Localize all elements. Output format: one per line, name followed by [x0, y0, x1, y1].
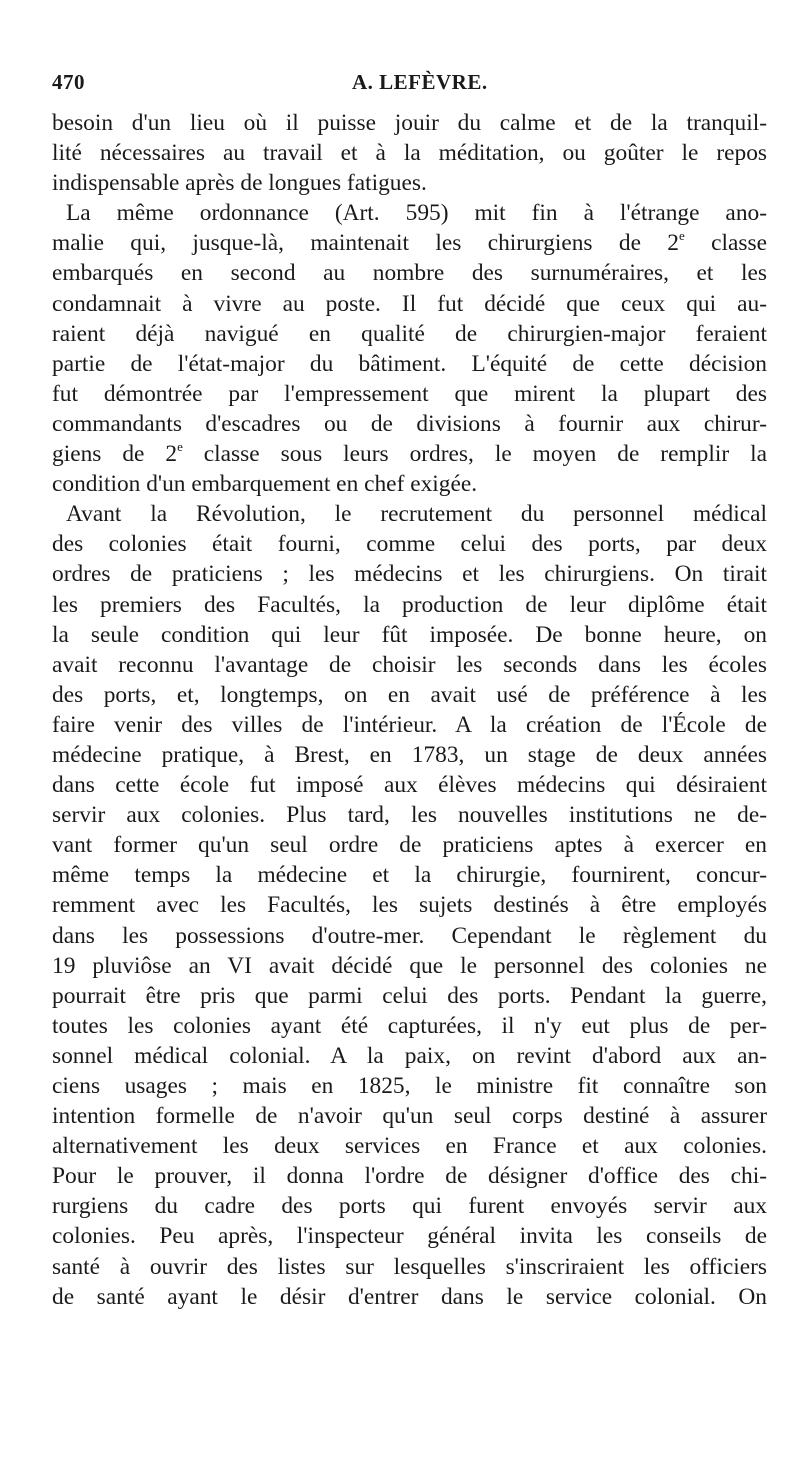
text-line	[52, 1282, 767, 1312]
text-line	[52, 830, 767, 860]
text-line	[52, 138, 767, 168]
text-line	[52, 1221, 767, 1251]
text-line	[52, 439, 767, 469]
text-line	[52, 890, 767, 920]
text-line	[52, 1131, 767, 1161]
text-line-content: remment avec les Facultés, les sujets destinés à être employés	[52, 892, 767, 919]
text-line-content: Avant la Révolution, le recrutement du personnel médical	[66, 501, 767, 528]
text-line	[52, 108, 767, 138]
text-line-content: faire venir des villes de l'intérieur. A la création de l'École de	[52, 711, 767, 738]
text-line	[52, 1041, 767, 1071]
text-line-content: condition d'un embarquement en chef exigée.	[52, 471, 478, 498]
text-line-content: des colonies était fourni, comme celui des ports, par deux	[52, 531, 767, 558]
text-line-content: condamnait à vivre au poste. Il fut décidé que ceux qui au-	[52, 290, 767, 317]
text-line	[52, 379, 767, 409]
text-line	[52, 1011, 767, 1041]
text-line	[52, 258, 767, 288]
text-line-content: giens de 2	[52, 441, 178, 468]
text-line-content: santé à ouvrir des listes sur lesquelles s'inscriraient les officiers	[52, 1253, 767, 1280]
text-line-content: indispensable après de longues fatigues.	[52, 170, 427, 197]
text-line-content: embarqués en second au nombre des surnuméraires, et les	[52, 260, 767, 287]
text-line	[52, 1191, 767, 1221]
superscript: e	[177, 439, 183, 455]
text-line-content: de santé ayant le désir d'entrer dans le service colonial. On	[52, 1283, 767, 1310]
text-line	[52, 1101, 767, 1131]
text-line-continuation: classe sous leurs ordres, le moyen de remplir la	[182, 441, 767, 468]
text-line	[52, 228, 767, 258]
text-line	[52, 740, 767, 770]
text-line-content: toutes les colonies ayant été capturées, il n'y eut plus de per-	[52, 1012, 767, 1039]
text-line	[52, 860, 767, 890]
text-line-content: alternativement les deux services en France et aux colonies.	[52, 1133, 767, 1160]
text-line	[52, 800, 767, 830]
text-line-content: raient déjà navigué en qualité de chirurgien-major feraient	[52, 320, 767, 347]
text-line-content: lité nécessaires au travail et à la méditation, ou goûter le repos	[52, 140, 767, 167]
text-line-content: sonnel médical colonial. A la paix, on revint d'abord aux an-	[52, 1042, 767, 1069]
text-line	[52, 319, 767, 349]
text-line	[52, 469, 767, 499]
text-line	[52, 349, 767, 379]
text-line-content: dans les possessions d'outre-mer. Cependant le règlement du	[52, 922, 767, 949]
text-line	[52, 590, 767, 620]
superscript: e	[679, 228, 685, 244]
text-line-content: ordres de praticiens ; les médecins et les chirurgiens. On tirait	[52, 561, 767, 588]
text-line-content: La même ordonnance (Art. 595) mit fin à l'étrange ano-	[66, 200, 767, 227]
body-text	[52, 108, 767, 1312]
text-line	[52, 620, 767, 650]
text-line-content: les premiers des Facultés, la production de leur diplôme était	[52, 591, 767, 618]
text-line-content: pourrait être pris que parmi celui des ports. Pendant la guerre,	[52, 982, 767, 1009]
text-line-content: la seule condition qui leur fût imposée. De bonne heure, on	[52, 621, 767, 648]
text-line-content: des ports, et, longtemps, on en avait usé de préférence à les	[52, 681, 767, 708]
text-line	[52, 559, 767, 589]
text-line	[52, 921, 767, 951]
text-line	[52, 529, 767, 559]
text-line-content: partie de l'état-major du bâtiment. L'équité de cette décision	[52, 350, 767, 377]
text-line	[52, 650, 767, 680]
text-line-content: fut démontrée par l'empressement que mirent la plupart des	[52, 380, 767, 407]
text-line-content: commandants d'escadres ou de divisions à fournir aux chirur-	[52, 410, 767, 437]
text-line-content: médecine pratique, à Brest, en 1783, un stage de deux années	[52, 741, 767, 768]
text-line-content: 19 pluviôse an VI avait décidé que le personnel des colonies ne	[52, 952, 767, 979]
text-line	[52, 1161, 767, 1191]
text-line	[52, 409, 767, 439]
text-line-continuation: classe	[684, 230, 767, 257]
text-line-content: dans cette école fut imposé aux élèves médecins qui désiraient	[52, 772, 767, 799]
running-head	[52, 70, 767, 100]
text-line	[52, 981, 767, 1011]
running-head-author: A. LEFÈVRE.	[352, 70, 488, 94]
text-line	[52, 168, 767, 198]
text-line	[52, 951, 767, 981]
page-number: 470	[52, 70, 85, 94]
text-line-content: Pour le prouver, il donna l'ordre de désigner d'office des chi-	[52, 1163, 767, 1190]
text-line-content: besoin d'un lieu où il puisse jouir du calme et de la tranquil-	[52, 110, 767, 136]
text-line-content: colonies. Peu après, l'inspecteur général invita les conseils de	[52, 1223, 767, 1250]
text-line	[52, 289, 767, 319]
text-line-content: intention formelle de n'avoir qu'un seul corps destiné à assurer	[52, 1103, 767, 1130]
text-line	[52, 710, 767, 740]
text-line-content: vant former qu'un seul ordre de praticiens aptes à exercer en	[52, 832, 767, 859]
text-line-content: malie qui, jusque-là, maintenait les chirurgiens de 2	[52, 230, 680, 257]
text-line	[52, 198, 767, 228]
text-line-content: rurgiens du cadre des ports qui furent envoyés servir aux	[52, 1193, 767, 1220]
text-line	[52, 770, 767, 800]
text-line-content: avait reconnu l'avantage de choisir les seconds dans les écoles	[52, 651, 767, 678]
text-line-content: même temps la médecine et la chirurgie, fournirent, concur-	[52, 862, 767, 889]
text-line-content: servir aux colonies. Plus tard, les nouvelles institutions ne de-	[52, 802, 767, 829]
text-line	[52, 1071, 767, 1101]
text-line	[52, 499, 767, 529]
text-line	[52, 1252, 767, 1282]
text-line-content: ciens usages ; mais en 1825, le ministre fit connaître son	[52, 1073, 767, 1099]
text-line	[52, 680, 767, 710]
